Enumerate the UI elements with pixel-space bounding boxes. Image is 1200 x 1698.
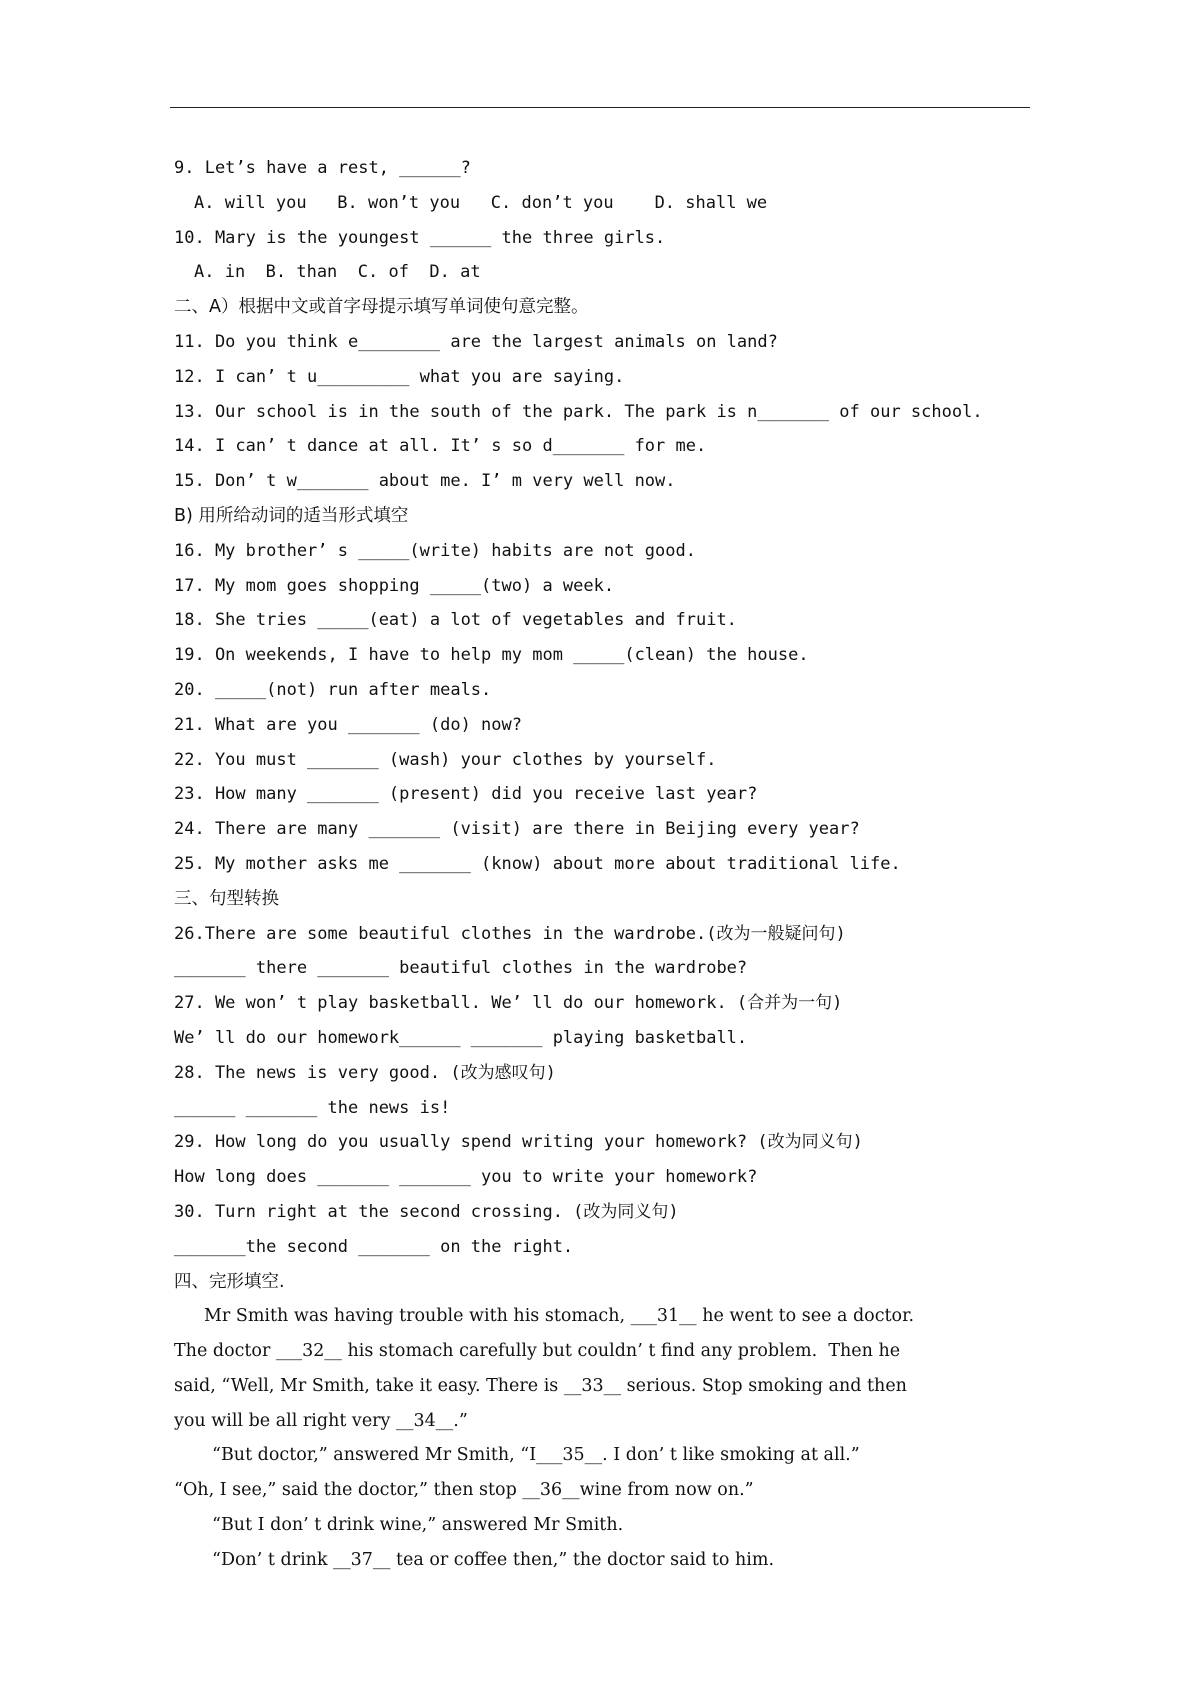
question-13: 13. Our school is in the south of the park. The park is n_______ of our school. [174, 401, 983, 422]
question-20: 20. _____(not) run after meals. [174, 679, 492, 700]
question-10: 10. Mary is the youngest ______ the three girls. [174, 227, 666, 248]
section-2b-heading: B) 用所给动词的适当形式填空 [174, 505, 409, 526]
cloze-paragraph-line: “Don’ t drink __37__ tea or coffee then,” the doctor said to him. [212, 1549, 775, 1570]
question-17: 17. My mom goes shopping _____(two) a week. [174, 575, 615, 596]
question-28-answer: ______ _______ the news is! [174, 1097, 451, 1118]
question-29-answer: How long does _______ _______ you to write your homework? [174, 1167, 758, 1188]
question-16: 16. My brother’ s _____(write) habits are not good. [174, 540, 696, 561]
header-rule [170, 107, 1030, 108]
cloze-paragraph-line: “But doctor,” answered Mr Smith, “I___35__. I don’ t like smoking at all.” [212, 1445, 860, 1466]
question-28: 28. The news is very good. (改为感叹句) [174, 1062, 556, 1083]
question-24: 24. There are many _______ (visit) are there in Beijing every year? [174, 819, 860, 840]
section-4-heading: 四、完形填空. [174, 1271, 285, 1292]
question-26: 26.There are some beautiful clothes in the wardrobe.(改为一般疑问句) [174, 923, 846, 944]
question-12: 12. I can’ t u_________ what you are saying. [174, 366, 625, 387]
section-2a-heading: 二、A）根据中文或首字母提示填写单词使句意完整。 [174, 297, 589, 318]
question-30-answer: _______the second _______ on the right. [174, 1236, 574, 1257]
question-9-options: A. will you B. won’t you C. don’t you D. shall we [194, 192, 768, 213]
cloze-paragraph-line: you will be all right very __34__.” [174, 1410, 468, 1431]
question-19: 19. On weekends, I have to help my mom _____(clean) the house. [174, 645, 809, 666]
cloze-paragraph-line: said, “Well, Mr Smith, take it easy. There is __33__ serious. Stop smoking and then [174, 1375, 907, 1396]
question-9: 9. Let’s have a rest, ______? [174, 158, 471, 178]
question-29: 29. How long do you usually spend writing your homework? (改为同义句) [174, 1132, 863, 1153]
question-14: 14. I can’ t dance at all. It’ s so d_______ for me. [174, 436, 707, 457]
question-27: 27. We won’ t play basketball. We’ ll do our homework. (合并为一句) [174, 993, 843, 1014]
section-3-heading: 三、句型转换 [174, 888, 279, 909]
question-21: 21. What are you _______ (do) now? [174, 714, 522, 735]
question-23: 23. How many _______ (present) did you receive last year? [174, 784, 758, 805]
question-10-options: A. in B. than C. of D. at [194, 262, 481, 283]
question-25: 25. My mother asks me _______ (know) about more about traditional life. [174, 853, 901, 874]
question-27-answer: We’ ll do our homework______ _______ playing basketball. [174, 1027, 748, 1048]
cloze-paragraph-line: “Oh, I see,” said the doctor,” then stop __36__wine from now on.” [174, 1480, 754, 1501]
question-26-answer: _______ there _______ beautiful clothes in the wardrobe? [174, 958, 748, 979]
cloze-paragraph-line: “But I don’ t drink wine,” answered Mr Smith. [212, 1515, 624, 1536]
cloze-paragraph-line: The doctor ___32__ his stomach carefully but couldn’ t find any problem. Then he [174, 1341, 901, 1362]
question-11: 11. Do you think e________ are the largest animals on land? [174, 331, 778, 352]
worksheet-page [174, 151, 1036, 1578]
question-15: 15. Don’ t w_______ about me. I’ m very well now. [174, 471, 676, 492]
cloze-paragraph-line: Mr Smith was having trouble with his stomach, ___31__ he went to see a doctor. [204, 1306, 915, 1327]
question-22: 22. You must _______ (wash) your clothes by yourself. [174, 749, 717, 770]
question-18: 18. She tries _____(eat) a lot of vegetables and fruit. [174, 610, 737, 631]
question-30: 30. Turn right at the second crossing. (改为同义句) [174, 1201, 679, 1222]
